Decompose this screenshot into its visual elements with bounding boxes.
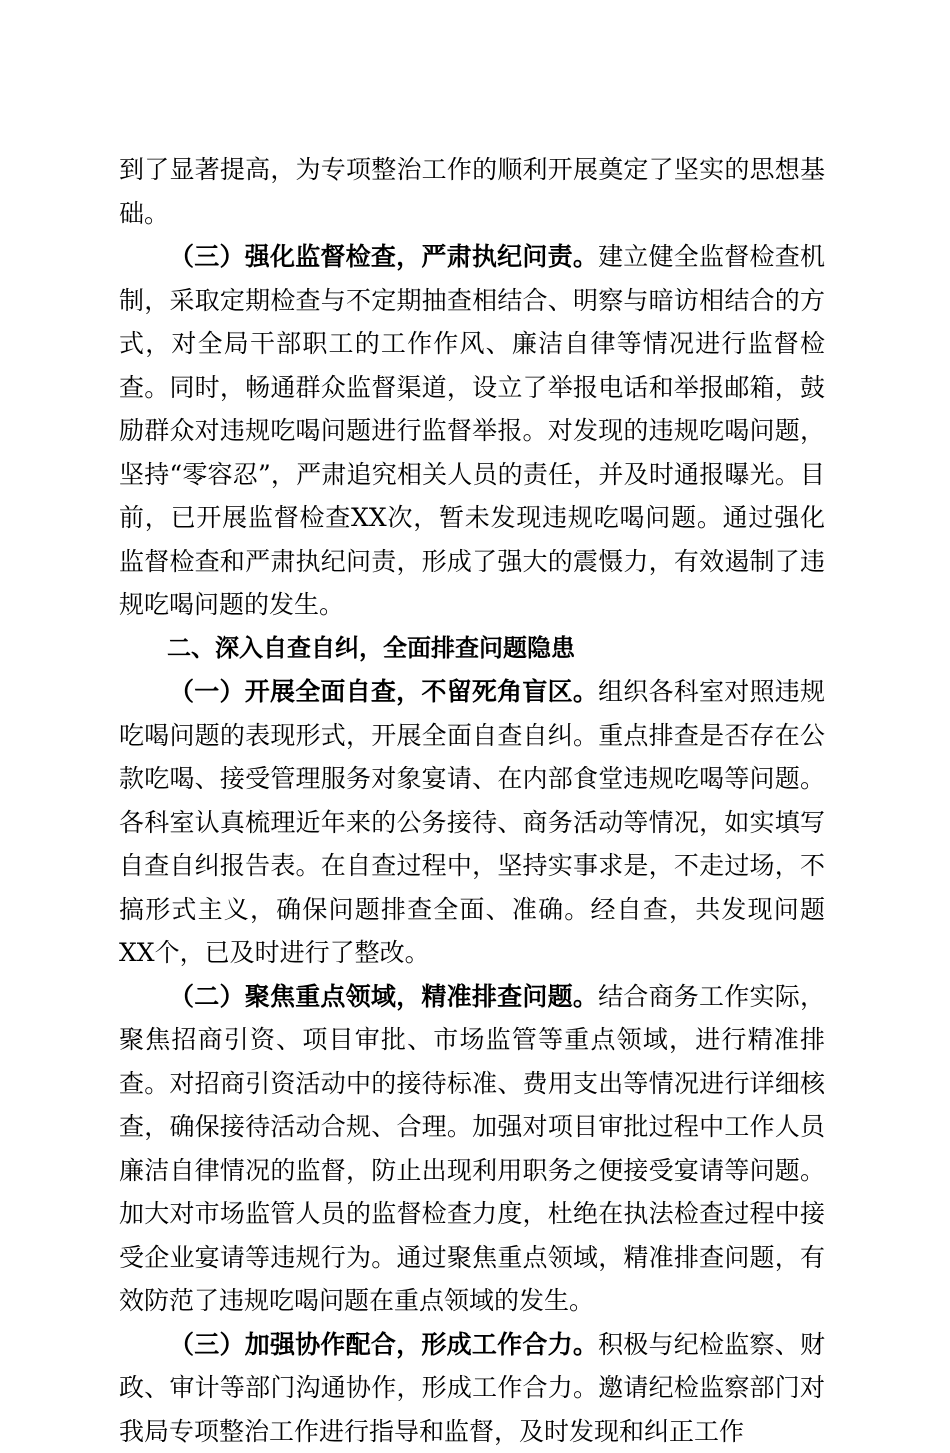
paragraph-lead: （一）开展全面自查，不留死角盲区。 — [169, 677, 598, 706]
paragraph-continuation — [119, 148, 825, 235]
paragraph-lead: （三）加强协作配合，形成工作合力。 — [169, 1330, 598, 1359]
paragraph-text: 结合商务工作实际，聚焦招商引资、项目审批、市场监管等重点领域，进行精准排查。对招商引资活动中的接待标准、费用支出等情况进行详细核查，确保接待活动合规、合理。加强对项目审批过程中工作人员廉洁自律情况的监督，防止出现利用职务之便接受宴请等问题。加大对市场监管人员的监督检查力度，杜绝在执法检查过程中接受企业宴请等违规行为。通过聚焦重点领域，精准排查问题，有效防范了违规吃喝问题在重点领域的发生。 — [119, 982, 825, 1316]
paragraph-text: 到了显著提高，为专项整治工作的顺利开展奠定了坚实的思想基础。 — [119, 155, 825, 228]
section-heading: 二、深入自查自纠，全面排查问题隐患 — [119, 627, 825, 671]
paragraph-supervision — [119, 235, 825, 627]
paragraph-lead: （二）聚焦重点领域，精准排查问题。 — [169, 982, 598, 1011]
document-body — [119, 148, 825, 1453]
paragraph-key-areas — [119, 975, 825, 1323]
paragraph-lead: （三）强化监督检查，严肃执纪问责。 — [169, 242, 598, 271]
paragraph-text: 积极与纪检监察、财政、审计等部门沟通协作，形成工作合力。邀请纪检监察部门对我局专项整治工作进行指导和监督，及时发现和纠正工作 — [119, 1330, 825, 1446]
paragraph-text: 建立健全监督检查机制，采取定期检查与不定期抽查相结合、明察与暗访相结合的方式，对全局干部职工的工作作风、廉洁自律等情况进行监督检查。同时，畅通群众监督渠道，设立了举报电话和举报邮箱，鼓励群众对违规吃喝问题进行监督举报。对发现的违规吃喝问题，坚持“零容忍”，严肃追究相关人员的责任，并及时通报曝光。目前，已开展监督检查XX次，暂未发现违规吃喝问题。通过强化监督检查和严肃执纪问责，形成了强大的震慑力，有效遏制了违规吃喝问题的发生。 — [119, 242, 825, 619]
paragraph-text: 组织各科室对照违规吃喝问题的表现形式，开展全面自查自纠。重点排查是否存在公款吃喝、接受管理服务对象宴请、在内部食堂违规吃喝等问题。各科室认真梳理近年来的公务接待、商务活动等情况，如实填写自查自纠报告表。在自查过程中，坚持实事求是，不走过场，不搞形式主义，确保问题排查全面、准确。经自查，共发现问题XX个，已及时进行了整改。 — [119, 677, 825, 967]
paragraph-self-check — [119, 670, 825, 975]
paragraph-cooperation — [119, 1323, 825, 1453]
